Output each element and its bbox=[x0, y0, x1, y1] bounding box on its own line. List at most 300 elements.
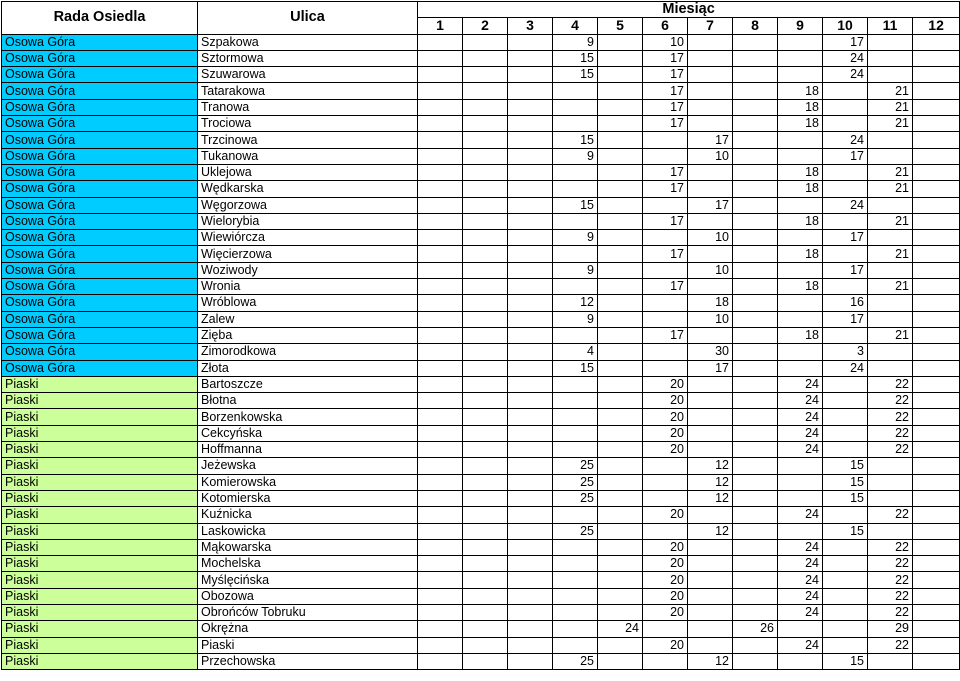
month-cell-8 bbox=[733, 425, 778, 441]
month-cell-10: 15 bbox=[823, 490, 868, 506]
month-cell-6 bbox=[643, 344, 688, 360]
rada-cell: Osowa Góra bbox=[2, 344, 198, 360]
month-cell-2 bbox=[463, 311, 508, 327]
month-cell-11: 21 bbox=[868, 246, 913, 262]
month-cell-3 bbox=[508, 148, 553, 164]
month-cell-9 bbox=[778, 653, 823, 669]
month-cell-1 bbox=[418, 99, 463, 115]
month-cell-3 bbox=[508, 393, 553, 409]
month-cell-4: 9 bbox=[553, 230, 598, 246]
month-cell-12 bbox=[913, 83, 960, 99]
month-cell-12 bbox=[913, 523, 960, 539]
month-cell-12 bbox=[913, 148, 960, 164]
month-header-4: 4 bbox=[553, 18, 598, 34]
month-cell-4: 9 bbox=[553, 311, 598, 327]
rada-cell: Piaski bbox=[2, 490, 198, 506]
month-cell-8 bbox=[733, 588, 778, 604]
month-cell-12 bbox=[913, 507, 960, 523]
month-cell-4 bbox=[553, 83, 598, 99]
month-cell-8 bbox=[733, 653, 778, 669]
month-cell-2 bbox=[463, 148, 508, 164]
month-cell-4: 25 bbox=[553, 523, 598, 539]
table-row bbox=[2, 50, 960, 66]
month-cell-9: 24 bbox=[778, 409, 823, 425]
month-cell-10 bbox=[823, 376, 868, 392]
month-cell-6: 17 bbox=[643, 99, 688, 115]
month-cell-6 bbox=[643, 458, 688, 474]
month-cell-12 bbox=[913, 360, 960, 376]
month-cell-4 bbox=[553, 213, 598, 229]
month-cell-1 bbox=[418, 409, 463, 425]
rada-cell: Piaski bbox=[2, 572, 198, 588]
month-cell-9: 18 bbox=[778, 116, 823, 132]
month-cell-7 bbox=[688, 425, 733, 441]
table-row bbox=[2, 409, 960, 425]
month-cell-2 bbox=[463, 490, 508, 506]
month-cell-3 bbox=[508, 99, 553, 115]
month-cell-5 bbox=[598, 490, 643, 506]
month-cell-4 bbox=[553, 556, 598, 572]
month-cell-8 bbox=[733, 181, 778, 197]
month-header-12: 12 bbox=[913, 18, 960, 34]
month-cell-11 bbox=[868, 50, 913, 66]
month-cell-8 bbox=[733, 327, 778, 343]
month-header-1: 1 bbox=[418, 18, 463, 34]
street-cell: Węgorzowa bbox=[198, 197, 418, 213]
month-cell-6: 10 bbox=[643, 34, 688, 50]
table-row bbox=[2, 376, 960, 392]
month-cell-2 bbox=[463, 474, 508, 490]
month-cell-6: 17 bbox=[643, 164, 688, 180]
month-cell-12 bbox=[913, 409, 960, 425]
month-cell-1 bbox=[418, 523, 463, 539]
month-cell-10 bbox=[823, 83, 868, 99]
rada-cell: Osowa Góra bbox=[2, 99, 198, 115]
month-cell-12 bbox=[913, 50, 960, 66]
month-cell-8: 26 bbox=[733, 621, 778, 637]
month-cell-8 bbox=[733, 230, 778, 246]
month-cell-8 bbox=[733, 50, 778, 66]
month-cell-11 bbox=[868, 653, 913, 669]
month-cell-12 bbox=[913, 213, 960, 229]
month-cell-2 bbox=[463, 458, 508, 474]
month-cell-4 bbox=[553, 181, 598, 197]
rada-cell: Piaski bbox=[2, 604, 198, 620]
street-cell: Woziwody bbox=[198, 262, 418, 278]
month-cell-7 bbox=[688, 213, 733, 229]
month-cell-5 bbox=[598, 262, 643, 278]
street-cell: Mochelska bbox=[198, 556, 418, 572]
rada-cell: Osowa Góra bbox=[2, 279, 198, 295]
month-cell-11 bbox=[868, 132, 913, 148]
month-cell-9: 24 bbox=[778, 556, 823, 572]
month-cell-5 bbox=[598, 409, 643, 425]
month-cell-1 bbox=[418, 376, 463, 392]
month-cell-10 bbox=[823, 556, 868, 572]
month-cell-9 bbox=[778, 295, 823, 311]
month-cell-10 bbox=[823, 409, 868, 425]
rada-cell: Osowa Góra bbox=[2, 148, 198, 164]
month-cell-7: 12 bbox=[688, 653, 733, 669]
month-cell-6 bbox=[643, 132, 688, 148]
month-cell-9 bbox=[778, 34, 823, 50]
month-cell-7: 10 bbox=[688, 148, 733, 164]
rada-cell: Osowa Góra bbox=[2, 116, 198, 132]
table-row bbox=[2, 132, 960, 148]
month-cell-5 bbox=[598, 507, 643, 523]
month-cell-2 bbox=[463, 34, 508, 50]
month-cell-3 bbox=[508, 409, 553, 425]
month-cell-10: 17 bbox=[823, 230, 868, 246]
rada-cell: Osowa Góra bbox=[2, 360, 198, 376]
rada-cell: Piaski bbox=[2, 409, 198, 425]
table-row bbox=[2, 588, 960, 604]
month-cell-1 bbox=[418, 116, 463, 132]
month-cell-6: 17 bbox=[643, 181, 688, 197]
month-cell-4: 25 bbox=[553, 490, 598, 506]
month-cell-2 bbox=[463, 523, 508, 539]
month-cell-8 bbox=[733, 442, 778, 458]
month-cell-9: 24 bbox=[778, 539, 823, 555]
table-row bbox=[2, 442, 960, 458]
month-cell-10 bbox=[823, 621, 868, 637]
table-row bbox=[2, 197, 960, 213]
rada-cell: Piaski bbox=[2, 507, 198, 523]
month-cell-7 bbox=[688, 539, 733, 555]
month-cell-1 bbox=[418, 295, 463, 311]
month-cell-11: 22 bbox=[868, 393, 913, 409]
street-cell: Piaski bbox=[198, 637, 418, 653]
month-cell-5 bbox=[598, 523, 643, 539]
month-cell-7 bbox=[688, 604, 733, 620]
month-cell-2 bbox=[463, 132, 508, 148]
street-cell: Tukanowa bbox=[198, 148, 418, 164]
month-cell-2 bbox=[463, 67, 508, 83]
month-cell-10 bbox=[823, 393, 868, 409]
month-cell-1 bbox=[418, 604, 463, 620]
month-cell-10: 24 bbox=[823, 360, 868, 376]
month-cell-6: 20 bbox=[643, 588, 688, 604]
month-cell-12 bbox=[913, 637, 960, 653]
month-cell-12 bbox=[913, 197, 960, 213]
street-cell: Wielorybia bbox=[198, 213, 418, 229]
month-cell-9: 18 bbox=[778, 246, 823, 262]
month-cell-12 bbox=[913, 344, 960, 360]
month-cell-6 bbox=[643, 621, 688, 637]
month-cell-8 bbox=[733, 213, 778, 229]
month-cell-1 bbox=[418, 344, 463, 360]
month-cell-6: 20 bbox=[643, 556, 688, 572]
month-header-11: 11 bbox=[868, 18, 913, 34]
month-cell-3 bbox=[508, 442, 553, 458]
month-cell-12 bbox=[913, 230, 960, 246]
table-row bbox=[2, 213, 960, 229]
month-header-3: 3 bbox=[508, 18, 553, 34]
table-header bbox=[2, 2, 960, 35]
month-cell-10: 15 bbox=[823, 523, 868, 539]
month-cell-4 bbox=[553, 588, 598, 604]
month-cell-9 bbox=[778, 458, 823, 474]
table-row bbox=[2, 523, 960, 539]
month-cell-2 bbox=[463, 393, 508, 409]
month-cell-12 bbox=[913, 262, 960, 278]
month-cell-5 bbox=[598, 311, 643, 327]
month-cell-5 bbox=[598, 132, 643, 148]
month-cell-4: 9 bbox=[553, 34, 598, 50]
month-cell-6 bbox=[643, 360, 688, 376]
month-cell-6 bbox=[643, 230, 688, 246]
month-cell-6: 20 bbox=[643, 409, 688, 425]
month-cell-7 bbox=[688, 637, 733, 653]
month-cell-12 bbox=[913, 99, 960, 115]
month-cell-1 bbox=[418, 539, 463, 555]
month-cell-12 bbox=[913, 539, 960, 555]
street-cell: Komierowska bbox=[198, 474, 418, 490]
rada-cell: Piaski bbox=[2, 556, 198, 572]
month-cell-7 bbox=[688, 588, 733, 604]
street-cell: Borzenkowska bbox=[198, 409, 418, 425]
month-cell-10 bbox=[823, 327, 868, 343]
month-cell-11: 21 bbox=[868, 99, 913, 115]
month-cell-5 bbox=[598, 148, 643, 164]
rada-cell: Osowa Góra bbox=[2, 213, 198, 229]
month-cell-9: 24 bbox=[778, 442, 823, 458]
month-cell-3 bbox=[508, 344, 553, 360]
month-cell-8 bbox=[733, 132, 778, 148]
month-cell-5 bbox=[598, 181, 643, 197]
street-cell: Bartoszcze bbox=[198, 376, 418, 392]
month-cell-1 bbox=[418, 34, 463, 50]
month-cell-9: 18 bbox=[778, 83, 823, 99]
month-cell-6: 17 bbox=[643, 327, 688, 343]
month-cell-11 bbox=[868, 67, 913, 83]
table-row bbox=[2, 34, 960, 50]
rada-cell: Osowa Góra bbox=[2, 197, 198, 213]
month-cell-10 bbox=[823, 425, 868, 441]
month-cell-2 bbox=[463, 588, 508, 604]
month-cell-10 bbox=[823, 246, 868, 262]
month-cell-11 bbox=[868, 34, 913, 50]
month-cell-11 bbox=[868, 360, 913, 376]
month-cell-10 bbox=[823, 99, 868, 115]
month-cell-2 bbox=[463, 507, 508, 523]
street-cell: Laskowicka bbox=[198, 523, 418, 539]
month-cell-3 bbox=[508, 230, 553, 246]
month-cell-10: 3 bbox=[823, 344, 868, 360]
table-row bbox=[2, 279, 960, 295]
month-cell-4 bbox=[553, 327, 598, 343]
month-cell-7 bbox=[688, 507, 733, 523]
rada-cell: Osowa Góra bbox=[2, 181, 198, 197]
rada-cell: Piaski bbox=[2, 425, 198, 441]
month-cell-11 bbox=[868, 262, 913, 278]
month-cell-7 bbox=[688, 116, 733, 132]
month-cell-10 bbox=[823, 637, 868, 653]
month-cell-12 bbox=[913, 556, 960, 572]
month-cell-6: 20 bbox=[643, 637, 688, 653]
rada-cell: Osowa Góra bbox=[2, 34, 198, 50]
month-cell-9: 24 bbox=[778, 572, 823, 588]
rada-cell: Osowa Góra bbox=[2, 164, 198, 180]
month-cell-7 bbox=[688, 409, 733, 425]
table-row bbox=[2, 262, 960, 278]
month-cell-8 bbox=[733, 197, 778, 213]
month-cell-12 bbox=[913, 621, 960, 637]
street-cell: Kuźnicka bbox=[198, 507, 418, 523]
month-cell-1 bbox=[418, 181, 463, 197]
month-cell-11: 22 bbox=[868, 637, 913, 653]
month-cell-11 bbox=[868, 197, 913, 213]
month-header-7: 7 bbox=[688, 18, 733, 34]
month-cell-6: 20 bbox=[643, 572, 688, 588]
month-cell-7 bbox=[688, 621, 733, 637]
month-cell-3 bbox=[508, 67, 553, 83]
rada-cell: Osowa Góra bbox=[2, 327, 198, 343]
table-row bbox=[2, 556, 960, 572]
month-cell-1 bbox=[418, 442, 463, 458]
month-cell-5 bbox=[598, 474, 643, 490]
month-cell-4 bbox=[553, 393, 598, 409]
street-cell: Złota bbox=[198, 360, 418, 376]
street-cell: Jeżewska bbox=[198, 458, 418, 474]
month-cell-7 bbox=[688, 327, 733, 343]
month-cell-8 bbox=[733, 604, 778, 620]
month-cell-9 bbox=[778, 344, 823, 360]
month-cell-6: 17 bbox=[643, 50, 688, 66]
month-cell-8 bbox=[733, 474, 778, 490]
month-cell-1 bbox=[418, 474, 463, 490]
table-body bbox=[2, 34, 960, 670]
month-cell-11: 22 bbox=[868, 442, 913, 458]
month-cell-12 bbox=[913, 34, 960, 50]
street-cell: Szpakowa bbox=[198, 34, 418, 50]
month-cell-9: 18 bbox=[778, 164, 823, 180]
month-cell-11 bbox=[868, 458, 913, 474]
month-cell-4: 15 bbox=[553, 197, 598, 213]
month-cell-7 bbox=[688, 164, 733, 180]
month-cell-4 bbox=[553, 246, 598, 262]
month-cell-9 bbox=[778, 621, 823, 637]
month-cell-6: 17 bbox=[643, 83, 688, 99]
street-cell: Myślęcińska bbox=[198, 572, 418, 588]
month-cell-11: 22 bbox=[868, 376, 913, 392]
month-cell-7: 12 bbox=[688, 474, 733, 490]
street-cell: Kotomierska bbox=[198, 490, 418, 506]
month-cell-12 bbox=[913, 572, 960, 588]
month-cell-5 bbox=[598, 556, 643, 572]
month-cell-7: 30 bbox=[688, 344, 733, 360]
month-cell-4: 25 bbox=[553, 458, 598, 474]
month-cell-10: 24 bbox=[823, 197, 868, 213]
month-cell-8 bbox=[733, 295, 778, 311]
rada-cell: Osowa Góra bbox=[2, 83, 198, 99]
month-cell-7 bbox=[688, 376, 733, 392]
month-cell-3 bbox=[508, 474, 553, 490]
month-cell-12 bbox=[913, 490, 960, 506]
month-cell-12 bbox=[913, 653, 960, 669]
month-cell-11: 22 bbox=[868, 409, 913, 425]
table-row bbox=[2, 458, 960, 474]
month-cell-8 bbox=[733, 148, 778, 164]
month-cell-5 bbox=[598, 425, 643, 441]
month-cell-2 bbox=[463, 637, 508, 653]
rada-cell: Osowa Góra bbox=[2, 230, 198, 246]
month-cell-12 bbox=[913, 181, 960, 197]
rada-cell: Piaski bbox=[2, 474, 198, 490]
month-cell-2 bbox=[463, 539, 508, 555]
month-cell-11: 21 bbox=[868, 181, 913, 197]
month-cell-10: 17 bbox=[823, 262, 868, 278]
month-cell-2 bbox=[463, 327, 508, 343]
month-cell-10 bbox=[823, 588, 868, 604]
month-cell-6 bbox=[643, 490, 688, 506]
header-ulica: Ulica bbox=[198, 2, 418, 35]
month-cell-5 bbox=[598, 327, 643, 343]
table-row bbox=[2, 295, 960, 311]
month-cell-5 bbox=[598, 213, 643, 229]
street-cell: Wędkarska bbox=[198, 181, 418, 197]
month-cell-10 bbox=[823, 507, 868, 523]
month-cell-11 bbox=[868, 311, 913, 327]
month-cell-2 bbox=[463, 425, 508, 441]
table-row bbox=[2, 164, 960, 180]
month-cell-7: 10 bbox=[688, 311, 733, 327]
month-cell-7 bbox=[688, 393, 733, 409]
month-cell-4: 12 bbox=[553, 295, 598, 311]
rada-cell: Osowa Góra bbox=[2, 132, 198, 148]
month-header-10: 10 bbox=[823, 18, 868, 34]
month-cell-11 bbox=[868, 148, 913, 164]
month-cell-2 bbox=[463, 181, 508, 197]
month-cell-9 bbox=[778, 230, 823, 246]
month-cell-1 bbox=[418, 50, 463, 66]
month-cell-10 bbox=[823, 604, 868, 620]
month-cell-4 bbox=[553, 116, 598, 132]
month-cell-7: 18 bbox=[688, 295, 733, 311]
month-cell-1 bbox=[418, 653, 463, 669]
month-cell-9 bbox=[778, 311, 823, 327]
month-cell-2 bbox=[463, 409, 508, 425]
month-cell-3 bbox=[508, 279, 553, 295]
month-cell-12 bbox=[913, 393, 960, 409]
month-cell-8 bbox=[733, 376, 778, 392]
month-cell-1 bbox=[418, 556, 463, 572]
month-cell-7: 12 bbox=[688, 523, 733, 539]
month-cell-2 bbox=[463, 116, 508, 132]
table-row bbox=[2, 539, 960, 555]
month-cell-3 bbox=[508, 490, 553, 506]
street-cell: Zięba bbox=[198, 327, 418, 343]
month-cell-9: 18 bbox=[778, 181, 823, 197]
month-cell-5 bbox=[598, 442, 643, 458]
street-cell: Okrężna bbox=[198, 621, 418, 637]
month-cell-10 bbox=[823, 572, 868, 588]
month-cell-9: 24 bbox=[778, 604, 823, 620]
month-cell-3 bbox=[508, 262, 553, 278]
table-row bbox=[2, 327, 960, 343]
month-cell-12 bbox=[913, 279, 960, 295]
month-cell-2 bbox=[463, 246, 508, 262]
rada-cell: Osowa Góra bbox=[2, 295, 198, 311]
month-cell-4: 15 bbox=[553, 50, 598, 66]
month-cell-6: 17 bbox=[643, 279, 688, 295]
month-cell-10: 15 bbox=[823, 458, 868, 474]
street-cell: Szuwarowa bbox=[198, 67, 418, 83]
month-cell-12 bbox=[913, 311, 960, 327]
month-cell-8 bbox=[733, 311, 778, 327]
rada-cell: Piaski bbox=[2, 621, 198, 637]
month-cell-4 bbox=[553, 99, 598, 115]
